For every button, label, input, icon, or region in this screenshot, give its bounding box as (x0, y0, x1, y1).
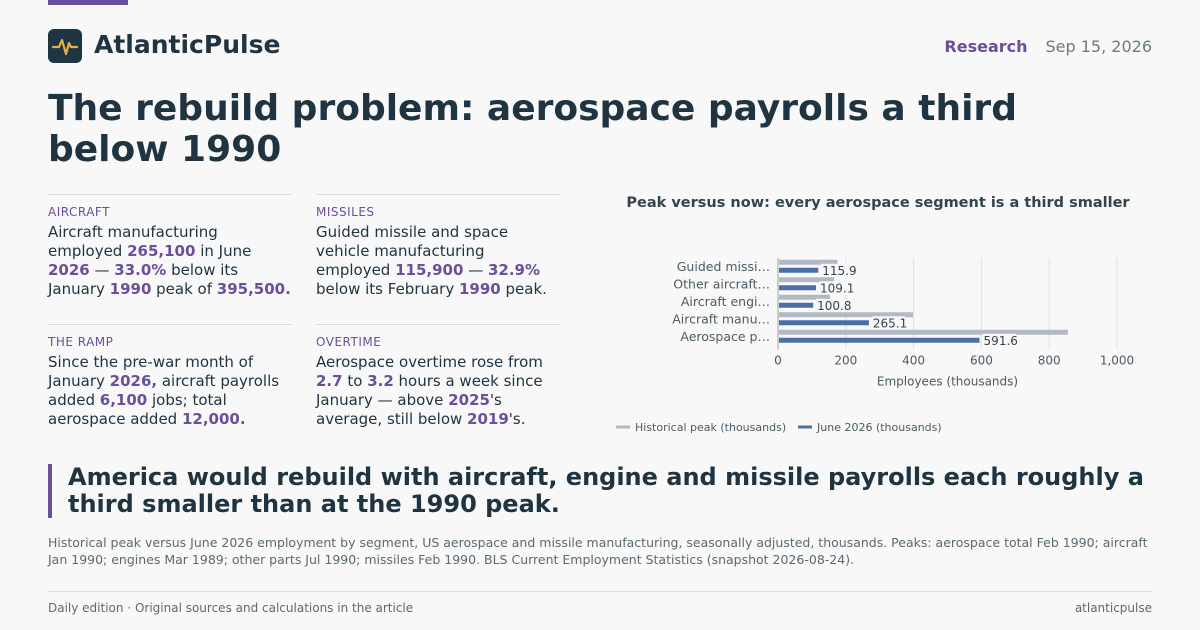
stat-highlight: 12,000. (181, 410, 246, 428)
x-axis-label: Employees (thousands) (876, 374, 1019, 389)
stat-highlight: 395,500. (216, 280, 291, 298)
stat-highlight: 1990 (459, 280, 501, 298)
footer-edition: Daily edition · Original sources and calculations in the article (48, 601, 414, 615)
bar-june-2026 (779, 285, 816, 290)
top-accent-bar (48, 0, 128, 5)
footer-site-link[interactable]: atlanticpulse (1074, 601, 1152, 615)
stat-text: Aerospace overtime rose from 2.7 to 3.2 hours a week since January — above 2025's average, still below 2019's. (316, 353, 543, 428)
chart-title: Peak versus now: every aerospace segment is a third smaller (626, 195, 1130, 211)
employment-chart (604, 180, 1152, 442)
pulse-icon[interactable] (48, 29, 82, 63)
stat-highlight: 3.2 (367, 372, 394, 390)
legend-label-peak: Historical peak (thousands) (635, 421, 787, 434)
chart-caption: Historical peak versus June 2026 employment by segment, US aerospace and missile manufacturing, seasonally adjusted, thousands. Peaks: aerospace total Feb 1990; aircraft Jan 1990; engines Mar 1989; other parts Jul 1990; missiles Feb 1990. BLS Current Employment Statistics (snapshot 2026-08-24). (48, 535, 1148, 567)
stat-label: MISSILES (316, 205, 375, 219)
stat-label: OVERTIME (316, 335, 382, 349)
stat-aircraft (48, 194, 292, 299)
chart-svg (604, 180, 1152, 442)
stat-missiles (316, 194, 560, 299)
y-tick-label: Aircraft engi… (680, 293, 770, 309)
y-tick-label: Guided missi… (676, 258, 770, 274)
x-tick-label: 800 (1037, 353, 1061, 368)
x-tick-label: 600 (969, 353, 993, 368)
data-label: 100.8 (817, 298, 852, 313)
y-tick-label: Aircraft manu… (672, 311, 770, 327)
y-tick-label: Aerospace p… (680, 328, 770, 344)
stat-highlight: 2025 (448, 391, 490, 409)
section-link[interactable]: Research (944, 37, 1028, 56)
x-tick-label: 400 (902, 353, 926, 368)
y-tick-label: Other aircraft… (673, 276, 770, 292)
stat-highlight: 2026, (109, 372, 158, 390)
brand-name[interactable]: AtlanticPulse (94, 30, 281, 59)
stat-highlight: 265,100 (127, 242, 196, 260)
bar-peak (779, 330, 1068, 335)
footer (48, 591, 1152, 615)
stat-text: Guided missile and space vehicle manufacturing employed 115,900 — 32.9% below its February 1990 peak. (316, 223, 547, 298)
stat-overtime (316, 324, 560, 429)
legend-label-june: June 2026 (thousands) (817, 421, 942, 434)
stat-text: Since the pre-war month of January 2026, aircraft payrolls added 6,100 jobs; total aerospace added 12,000. (48, 353, 280, 428)
data-label: 109.1 (819, 281, 855, 296)
stat-highlight: 6,100 (99, 391, 148, 409)
x-tick-label: 200 (834, 353, 858, 368)
stat-text: Aircraft manufacturing employed 265,100 in June 2026 — 33.0% below its January 1990 peak of 395,500. (48, 223, 291, 298)
stat-highlight: 33.0% (114, 261, 167, 279)
data-label: 265.1 (872, 316, 908, 331)
bar-june-2026 (779, 338, 980, 343)
pull-quote: America would rebuild with aircraft, engine and missile payrolls each roughly a third smaller than at the 1990 peak. (48, 464, 1152, 518)
stat-ramp (48, 324, 292, 429)
stat-highlight: 2019 (467, 410, 509, 428)
header-meta (944, 37, 1152, 56)
bar-june-2026 (779, 303, 813, 308)
headline: The rebuild problem: aerospace payrolls a third below 1990 (48, 88, 1017, 170)
stat-highlight: 32.9% (487, 261, 541, 279)
stat-highlight: 2026 (48, 261, 90, 279)
bar-june-2026 (779, 320, 869, 325)
bar-june-2026 (779, 268, 818, 273)
x-tick-label: 1,000 (1099, 353, 1135, 368)
stat-highlight: 2.7 (316, 372, 343, 390)
stat-highlight: 1990 (109, 280, 152, 298)
stat-highlight: 115,900 (395, 261, 464, 279)
stat-label: THE RAMP (48, 335, 114, 349)
stat-label: AIRCRAFT (48, 205, 110, 219)
publish-date: Sep 15, 2026 (1045, 37, 1152, 56)
x-tick-label: 0 (774, 353, 782, 368)
data-label: 115.9 (822, 263, 857, 278)
data-label: 591.6 (983, 333, 1018, 348)
